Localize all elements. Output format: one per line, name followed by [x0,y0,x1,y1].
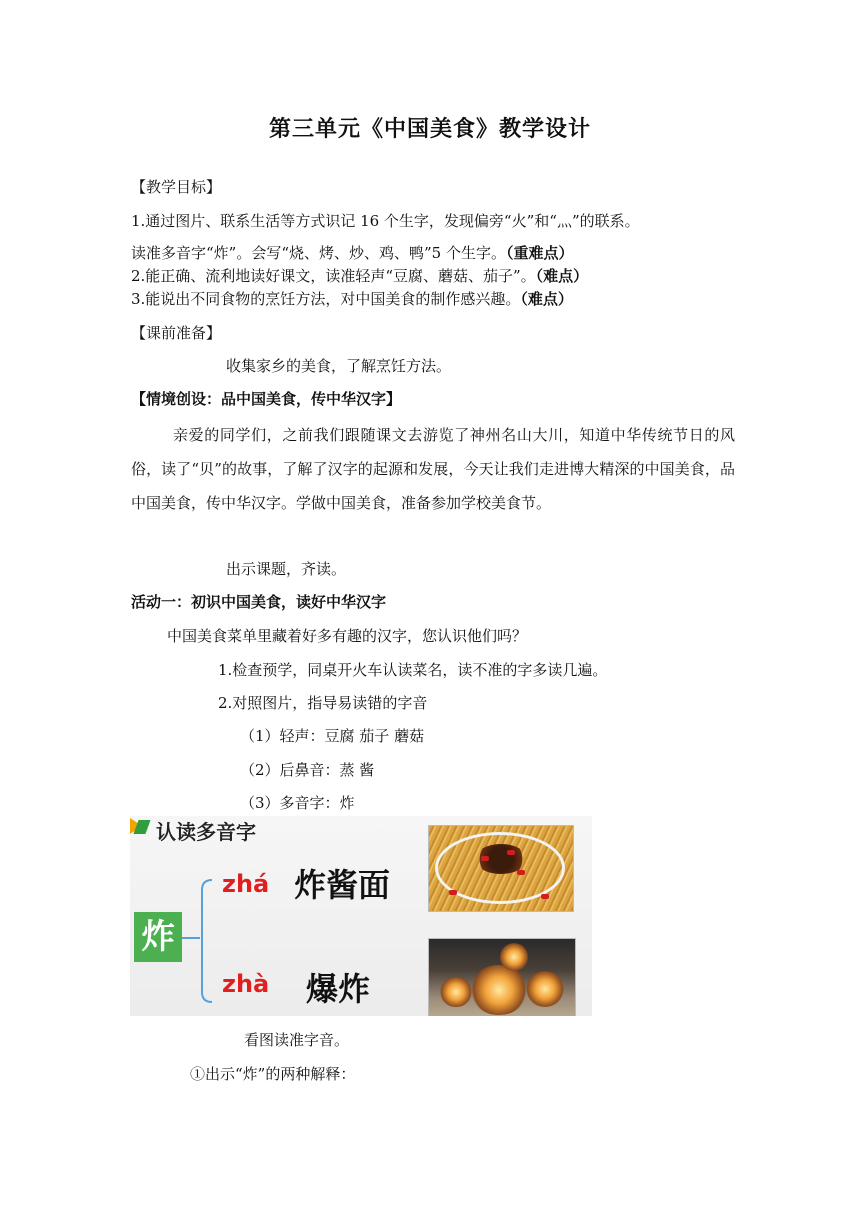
activity1-intro: 中国美食菜单里藏着好多有趣的汉字，您认识他们吗？ [167,627,528,645]
polyphone-figure [130,816,592,1016]
figure-title: 认读多音字 [156,820,256,844]
after-figure-line2: ①出示“炸”的两种解释： [190,1065,356,1083]
after-figure-line1: 看图读准字音。 [244,1031,350,1049]
activity1-sub1: （1）轻声：豆腐 茄子 蘑菇 [240,727,425,745]
explosion-photo [428,938,576,1016]
goal-line-3 [131,266,588,286]
word-zhajiangmian: 炸酱面 [294,866,391,904]
noodles-photo [428,825,574,912]
scene-paragraph: 亲爱的同学们，之前我们跟随课文去游览了神州名山大川，知道中华传统节日的风俗，读了“贝”的故事，了解了汉字的起源和发展，今天让我们走进博大精深的中国美食，品中国美食，传中华汉字。学做中国美食，准备参加学校美食节。 [131,426,735,512]
goal-line-3-text: 2.能正确、流利地读好课文，读准轻声“豆腐、蘑菇、茄子”。 [131,267,536,285]
activity1-step1: 1.检查预学，同桌开火车认读菜名，读不准的字多读几遍。 [218,661,608,679]
word-baozha: 爆炸 [306,970,371,1008]
goal-line-1: 1.通过图片、联系生活等方式识记 16 个生字，发现偏旁“火”和“灬”的联系。 [131,212,640,230]
prep-heading: 【课前准备】 [131,324,222,342]
pinyin-zha4: zhà [222,970,270,998]
page-title: 第三单元《中国美食》教学设计 [268,117,591,142]
activity1-sub3: （3）多音字：炸 [240,794,355,812]
goal-line-3-note: （难点） [535,267,589,285]
goal-line-4 [131,289,573,309]
polyphone-char: 炸 [134,912,182,962]
activity1-heading: 活动一：初识中国美食，读好中华汉字 [131,593,387,611]
goal-line-2 [131,243,574,263]
scene-heading: 【情境创设：品中国美食，传中华汉字】 [131,390,402,408]
prep-text: 收集家乡的美食，了解烹饪方法。 [226,357,452,375]
goal-line-4-note: （难点） [520,290,573,308]
goal-line-2-note: （重难点） [506,244,574,262]
goal-line-2-text: 读准多音字“炸”。会写“烧、烤、炒、鸡、鸭”5 个生字。 [131,244,506,262]
goals-heading: 【教学目标】 [131,178,222,196]
activity1-sub2: （2）后鼻音：蒸 酱 [240,761,375,779]
goal-line-4-text: 3.能说出不同食物的烹饪方法，对中国美食的制作感兴趣。 [131,290,521,308]
activity1-step2: 2.对照图片，指导易读错的字音 [218,694,428,712]
pinyin-zha2: zhá [222,870,270,898]
show-title-text: 出示课题，齐读。 [226,560,347,578]
